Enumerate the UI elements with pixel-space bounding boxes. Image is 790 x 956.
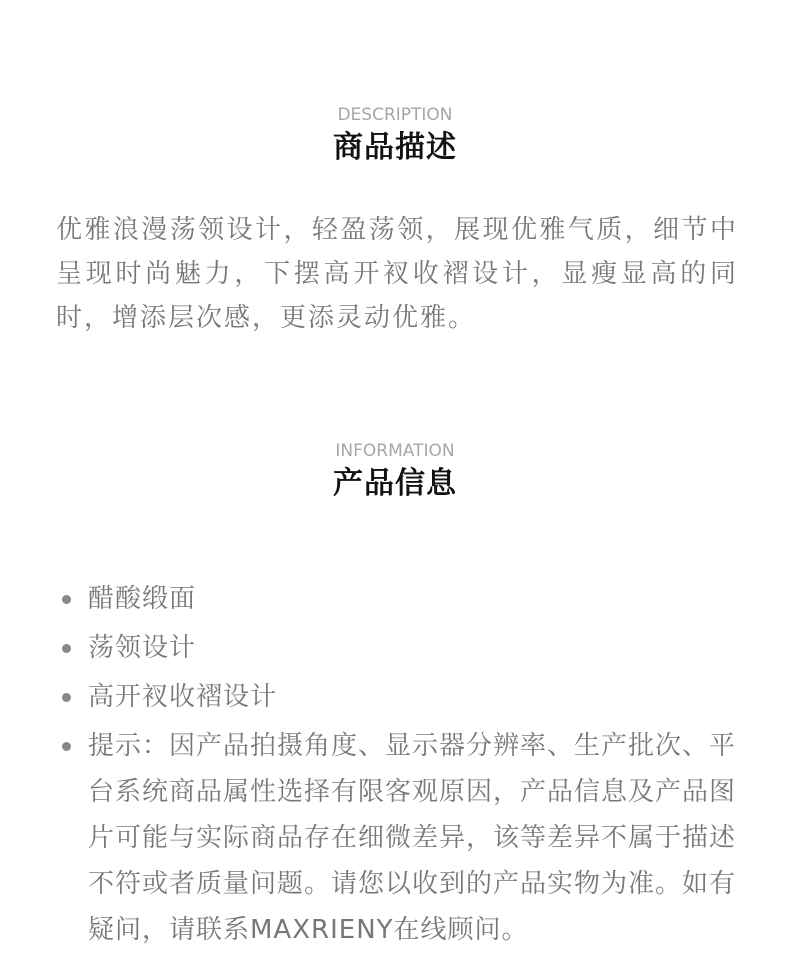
list-item bbox=[56, 625, 736, 671]
bullet-dot-icon bbox=[62, 693, 71, 702]
bullet-dot-icon bbox=[62, 595, 71, 604]
list-item-text: 醋酸缎面 bbox=[88, 584, 197, 614]
list-item bbox=[56, 576, 736, 622]
information-section bbox=[0, 440, 790, 502]
description-heading-cn: 商品描述 bbox=[333, 130, 457, 165]
bullet-dot-icon bbox=[62, 742, 71, 751]
description-body: 优雅浪漫荡领设计，轻盈荡领，展现优雅气质，细节中呈现时尚魅力，下摆高开衩收褶设计，显瘦显高的同时，增添层次感，更添灵动优雅。 bbox=[56, 215, 738, 333]
list-item-notice bbox=[56, 723, 736, 953]
information-heading-cn: 产品信息 bbox=[333, 466, 457, 501]
list-item-text: 高开衩收褶设计 bbox=[88, 682, 278, 712]
description-section bbox=[0, 104, 790, 166]
information-list bbox=[56, 576, 736, 956]
notice-text: 提示：因产品拍摄角度、显示器分辨率、生产批次、平台系统商品属性选择有限客观原因，产品信息及产品图片可能与实际商品存在细微差异，该等差异不属于描述不符或者质量问题。请您以收到的产品实物为准。如有疑问，请联系MAXRIENY在线顾问。 bbox=[88, 731, 737, 945]
list-item-text: 荡领设计 bbox=[88, 633, 197, 663]
list-item bbox=[56, 674, 736, 720]
description-heading-en: DESCRIPTION bbox=[337, 105, 453, 125]
bullet-dot-icon bbox=[62, 644, 71, 653]
information-heading-en: INFORMATION bbox=[335, 441, 455, 461]
